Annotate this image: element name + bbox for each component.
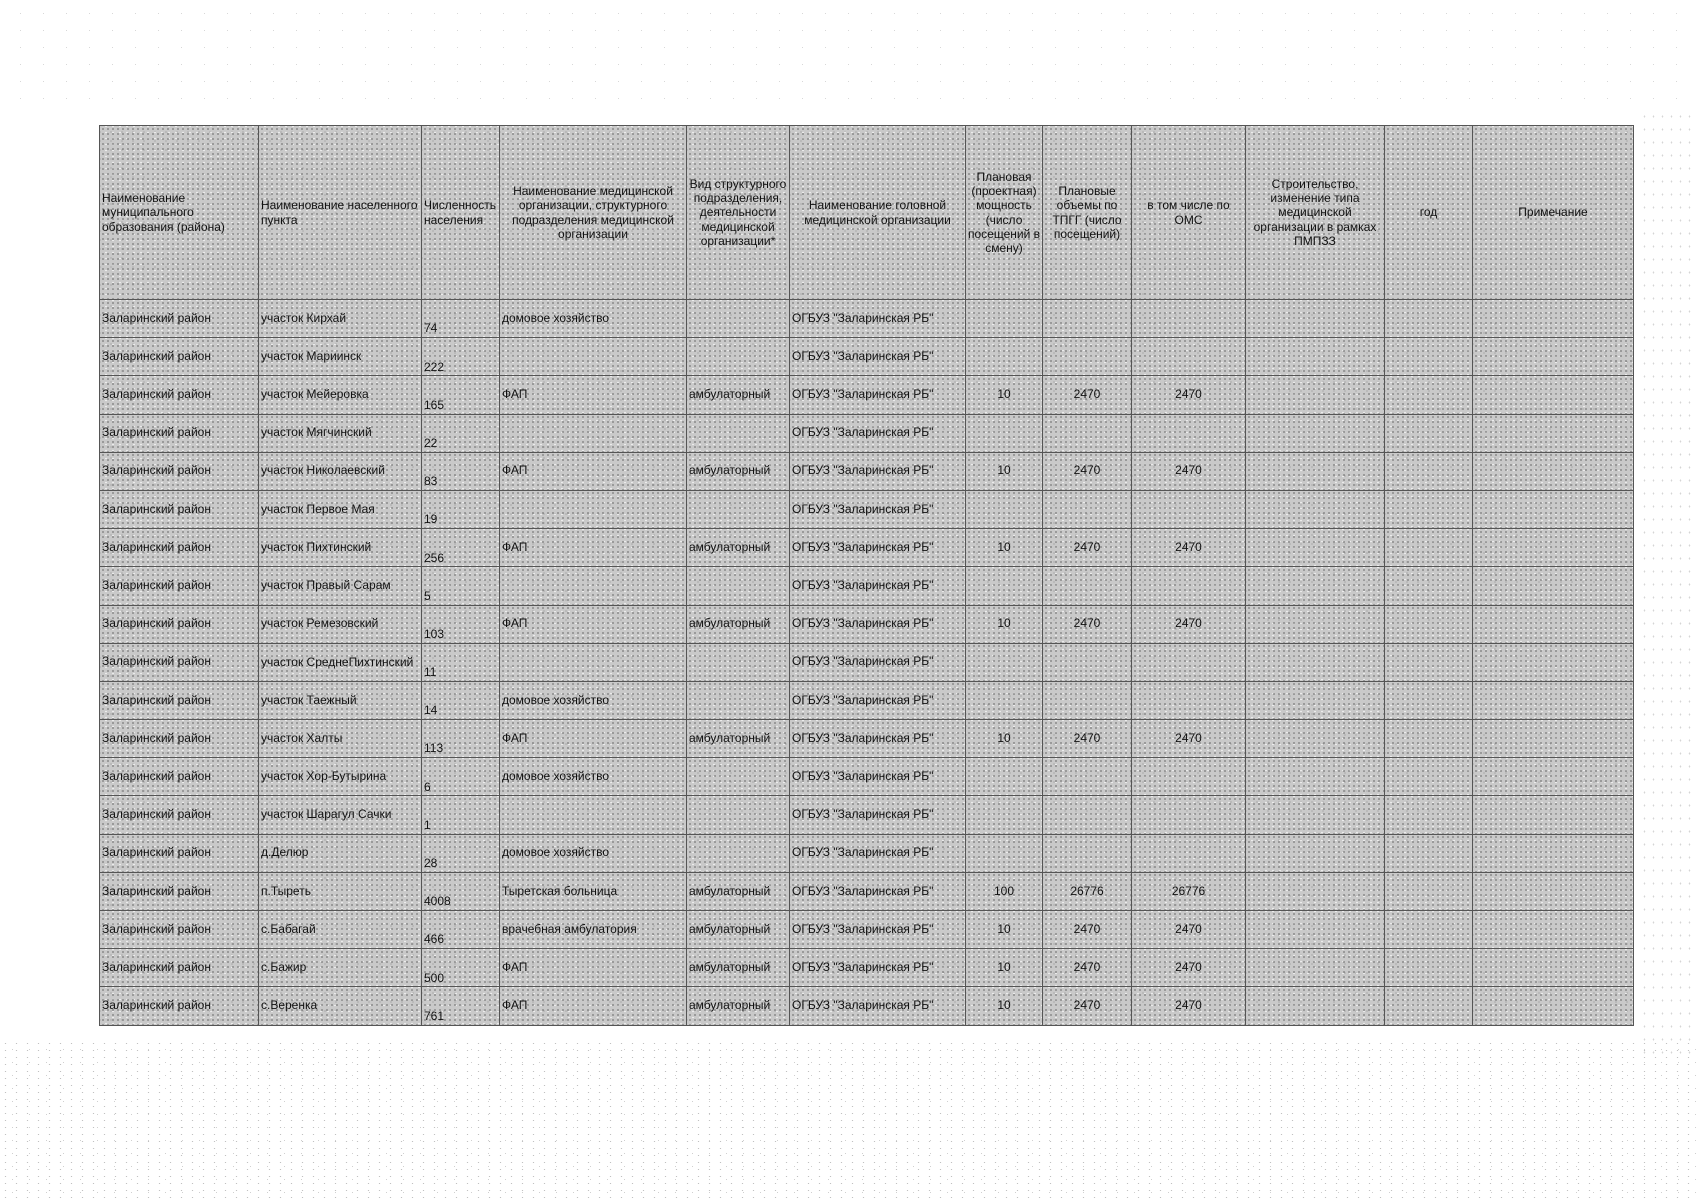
scan-noise-top	[0, 0, 1697, 110]
cell-district: Заларинский район	[100, 567, 259, 605]
cell-population: 74	[422, 300, 500, 338]
header-organization: Наименование медицинской организации, структурного подразделения медицинской организации	[500, 126, 687, 300]
cell-oms	[1132, 643, 1246, 681]
cell-oms: 2470	[1132, 452, 1246, 490]
cell-district: Заларинский район	[100, 834, 259, 872]
cell-population: 1	[422, 796, 500, 834]
cell-oms	[1132, 490, 1246, 528]
cell-construction	[1246, 338, 1385, 376]
cell-capacity	[966, 338, 1043, 376]
cell-unit-type	[687, 643, 790, 681]
cell-head-organization: ОГБУЗ "Заларинская РБ"	[790, 490, 966, 528]
cell-note	[1473, 872, 1634, 910]
header-unit-type: Вид структурного подразделения, деятельности медицинской организации*	[687, 126, 790, 300]
cell-capacity	[966, 567, 1043, 605]
cell-settlement: участок Халты	[259, 720, 422, 758]
table-row	[100, 949, 1634, 987]
cell-unit-type: амбулаторный	[687, 376, 790, 414]
cell-settlement: с.Бажир	[259, 949, 422, 987]
cell-head-organization: ОГБУЗ "Заларинская РБ"	[790, 872, 966, 910]
cell-construction	[1246, 796, 1385, 834]
cell-population: 6	[422, 758, 500, 796]
cell-planned-volumes	[1043, 758, 1132, 796]
cell-capacity: 10	[966, 949, 1043, 987]
cell-construction	[1246, 490, 1385, 528]
cell-oms: 2470	[1132, 949, 1246, 987]
cell-unit-type	[687, 414, 790, 452]
cell-construction	[1246, 643, 1385, 681]
cell-note	[1473, 338, 1634, 376]
cell-planned-volumes	[1043, 490, 1132, 528]
cell-construction	[1246, 758, 1385, 796]
cell-unit-type	[687, 338, 790, 376]
cell-note	[1473, 720, 1634, 758]
header-oms: в том числе по ОМС	[1132, 126, 1246, 300]
table-row	[100, 872, 1634, 910]
table-row	[100, 681, 1634, 719]
cell-capacity: 10	[966, 452, 1043, 490]
cell-capacity	[966, 681, 1043, 719]
cell-organization	[500, 796, 687, 834]
cell-year	[1385, 529, 1473, 567]
cell-construction	[1246, 681, 1385, 719]
cell-note	[1473, 452, 1634, 490]
table-row	[100, 605, 1634, 643]
cell-district: Заларинский район	[100, 872, 259, 910]
cell-population: 165	[422, 376, 500, 414]
cell-settlement: участок СреднеПихтинский	[259, 643, 422, 681]
cell-settlement: участок Таежный	[259, 681, 422, 719]
cell-note	[1473, 758, 1634, 796]
cell-planned-volumes: 2470	[1043, 949, 1132, 987]
cell-head-organization: ОГБУЗ "Заларинская РБ"	[790, 529, 966, 567]
facilities-table	[99, 125, 1634, 1026]
cell-settlement: д.Делюр	[259, 834, 422, 872]
cell-year	[1385, 605, 1473, 643]
cell-settlement: участок Правый Сарам	[259, 567, 422, 605]
cell-oms: 26776	[1132, 872, 1246, 910]
cell-head-organization: ОГБУЗ "Заларинская РБ"	[790, 338, 966, 376]
cell-population: 11	[422, 643, 500, 681]
cell-unit-type: амбулаторный	[687, 529, 790, 567]
cell-planned-volumes: 2470	[1043, 376, 1132, 414]
cell-year	[1385, 452, 1473, 490]
cell-district: Заларинский район	[100, 720, 259, 758]
cell-year	[1385, 300, 1473, 338]
cell-organization	[500, 567, 687, 605]
cell-head-organization: ОГБУЗ "Заларинская РБ"	[790, 834, 966, 872]
cell-planned-volumes	[1043, 796, 1132, 834]
scan-noise-bottom	[0, 1040, 1697, 1200]
header-year: год	[1385, 126, 1473, 300]
cell-unit-type: амбулаторный	[687, 720, 790, 758]
cell-planned-volumes: 2470	[1043, 529, 1132, 567]
cell-population: 83	[422, 452, 500, 490]
table-row	[100, 414, 1634, 452]
cell-year	[1385, 720, 1473, 758]
cell-capacity: 10	[966, 987, 1043, 1025]
cell-planned-volumes: 2470	[1043, 720, 1132, 758]
cell-settlement: участок Мягчинский	[259, 414, 422, 452]
table-row	[100, 643, 1634, 681]
cell-year	[1385, 796, 1473, 834]
cell-head-organization: ОГБУЗ "Заларинская РБ"	[790, 414, 966, 452]
header-planned-volumes: Плановые объемы по ТПГГ (число посещений)	[1043, 126, 1132, 300]
cell-capacity: 10	[966, 720, 1043, 758]
cell-head-organization: ОГБУЗ "Заларинская РБ"	[790, 949, 966, 987]
cell-oms	[1132, 300, 1246, 338]
cell-note	[1473, 490, 1634, 528]
cell-year	[1385, 376, 1473, 414]
cell-population: 103	[422, 605, 500, 643]
cell-organization: ФАП	[500, 529, 687, 567]
cell-organization	[500, 490, 687, 528]
cell-year	[1385, 949, 1473, 987]
cell-district: Заларинский район	[100, 949, 259, 987]
cell-settlement: участок Мейеровка	[259, 376, 422, 414]
header-note: Примечание	[1473, 126, 1634, 300]
cell-oms: 2470	[1132, 987, 1246, 1025]
cell-note	[1473, 681, 1634, 719]
cell-organization	[500, 643, 687, 681]
cell-oms	[1132, 414, 1246, 452]
header-district: Наименование муниципального образования (района)	[100, 126, 259, 300]
table-row	[100, 834, 1634, 872]
cell-settlement: участок Пихтинский	[259, 529, 422, 567]
cell-organization: домовое хозяйство	[500, 300, 687, 338]
cell-population: 14	[422, 681, 500, 719]
cell-note	[1473, 796, 1634, 834]
table-row	[100, 452, 1634, 490]
scan-noise-right	[1640, 110, 1697, 1060]
cell-planned-volumes: 2470	[1043, 452, 1132, 490]
cell-population: 256	[422, 529, 500, 567]
cell-oms	[1132, 796, 1246, 834]
table-row	[100, 758, 1634, 796]
header-population: Численность населения	[422, 126, 500, 300]
cell-planned-volumes: 2470	[1043, 987, 1132, 1025]
cell-construction	[1246, 529, 1385, 567]
cell-district: Заларинский район	[100, 643, 259, 681]
cell-planned-volumes: 2470	[1043, 605, 1132, 643]
cell-population: 761	[422, 987, 500, 1025]
table-row	[100, 529, 1634, 567]
cell-construction	[1246, 987, 1385, 1025]
cell-capacity	[966, 300, 1043, 338]
cell-organization: домовое хозяйство	[500, 681, 687, 719]
cell-settlement: участок Шарагул Сачки	[259, 796, 422, 834]
table-row	[100, 987, 1634, 1025]
cell-district: Заларинский район	[100, 605, 259, 643]
cell-year	[1385, 338, 1473, 376]
cell-planned-volumes	[1043, 681, 1132, 719]
cell-capacity: 10	[966, 911, 1043, 949]
cell-unit-type	[687, 567, 790, 605]
cell-head-organization: ОГБУЗ "Заларинская РБ"	[790, 720, 966, 758]
table-row	[100, 376, 1634, 414]
header-settlement: Наименование населенного пункта	[259, 126, 422, 300]
cell-organization: ФАП	[500, 452, 687, 490]
cell-year	[1385, 987, 1473, 1025]
cell-note	[1473, 911, 1634, 949]
cell-district: Заларинский район	[100, 490, 259, 528]
cell-note	[1473, 643, 1634, 681]
cell-population: 222	[422, 338, 500, 376]
cell-organization	[500, 414, 687, 452]
cell-unit-type: амбулаторный	[687, 911, 790, 949]
cell-head-organization: ОГБУЗ "Заларинская РБ"	[790, 796, 966, 834]
header-construction: Строительство, изменение типа медицинской организации в рамках ПМПЗЗ	[1246, 126, 1385, 300]
cell-unit-type: амбулаторный	[687, 949, 790, 987]
cell-district: Заларинский район	[100, 911, 259, 949]
cell-oms	[1132, 834, 1246, 872]
scanned-sheet	[99, 125, 1633, 1045]
cell-unit-type	[687, 796, 790, 834]
cell-note	[1473, 605, 1634, 643]
cell-district: Заларинский район	[100, 681, 259, 719]
cell-capacity: 10	[966, 376, 1043, 414]
cell-organization: ФАП	[500, 987, 687, 1025]
cell-organization	[500, 338, 687, 376]
cell-year	[1385, 414, 1473, 452]
cell-unit-type	[687, 490, 790, 528]
cell-oms: 2470	[1132, 720, 1246, 758]
cell-construction	[1246, 376, 1385, 414]
cell-population: 28	[422, 834, 500, 872]
cell-oms: 2470	[1132, 376, 1246, 414]
cell-head-organization: ОГБУЗ "Заларинская РБ"	[790, 681, 966, 719]
cell-year	[1385, 758, 1473, 796]
cell-construction	[1246, 605, 1385, 643]
cell-head-organization: ОГБУЗ "Заларинская РБ"	[790, 758, 966, 796]
cell-note	[1473, 529, 1634, 567]
cell-construction	[1246, 911, 1385, 949]
cell-settlement: участок Первое Мая	[259, 490, 422, 528]
cell-oms: 2470	[1132, 605, 1246, 643]
cell-planned-volumes	[1043, 567, 1132, 605]
cell-note	[1473, 987, 1634, 1025]
cell-organization: Тыретская больница	[500, 872, 687, 910]
cell-organization: ФАП	[500, 605, 687, 643]
cell-capacity	[966, 490, 1043, 528]
cell-organization: домовое хозяйство	[500, 758, 687, 796]
cell-unit-type	[687, 681, 790, 719]
cell-construction	[1246, 949, 1385, 987]
cell-capacity	[966, 758, 1043, 796]
cell-unit-type	[687, 300, 790, 338]
cell-population: 4008	[422, 872, 500, 910]
cell-oms	[1132, 681, 1246, 719]
cell-construction	[1246, 452, 1385, 490]
cell-oms	[1132, 338, 1246, 376]
cell-district: Заларинский район	[100, 987, 259, 1025]
table-row	[100, 567, 1634, 605]
cell-construction	[1246, 720, 1385, 758]
cell-planned-volumes	[1043, 643, 1132, 681]
cell-district: Заларинский район	[100, 529, 259, 567]
cell-organization: ФАП	[500, 949, 687, 987]
cell-district: Заларинский район	[100, 452, 259, 490]
cell-year	[1385, 490, 1473, 528]
cell-oms: 2470	[1132, 911, 1246, 949]
table-row	[100, 796, 1634, 834]
cell-population: 500	[422, 949, 500, 987]
cell-construction	[1246, 567, 1385, 605]
cell-head-organization: ОГБУЗ "Заларинская РБ"	[790, 376, 966, 414]
cell-settlement: участок Николаевский	[259, 452, 422, 490]
cell-year	[1385, 834, 1473, 872]
cell-capacity: 10	[966, 529, 1043, 567]
cell-district: Заларинский район	[100, 338, 259, 376]
cell-settlement: участок Ремезовский	[259, 605, 422, 643]
cell-district: Заларинский район	[100, 414, 259, 452]
header-capacity: Плановая (проектная) мощность (число посещений в смену)	[966, 126, 1043, 300]
cell-planned-volumes	[1043, 834, 1132, 872]
cell-unit-type	[687, 758, 790, 796]
cell-population: 22	[422, 414, 500, 452]
cell-settlement: участок Хор-Бутырина	[259, 758, 422, 796]
table-row	[100, 490, 1634, 528]
cell-capacity: 10	[966, 605, 1043, 643]
cell-organization: ФАП	[500, 720, 687, 758]
cell-district: Заларинский район	[100, 796, 259, 834]
cell-construction	[1246, 872, 1385, 910]
cell-head-organization: ОГБУЗ "Заларинская РБ"	[790, 300, 966, 338]
cell-oms: 2470	[1132, 529, 1246, 567]
cell-district: Заларинский район	[100, 758, 259, 796]
cell-capacity	[966, 414, 1043, 452]
cell-head-organization: ОГБУЗ "Заларинская РБ"	[790, 911, 966, 949]
cell-construction	[1246, 834, 1385, 872]
cell-year	[1385, 872, 1473, 910]
cell-unit-type	[687, 834, 790, 872]
cell-year	[1385, 567, 1473, 605]
cell-note	[1473, 834, 1634, 872]
cell-district: Заларинский район	[100, 300, 259, 338]
cell-note	[1473, 376, 1634, 414]
cell-settlement: с.Бабагай	[259, 911, 422, 949]
header-row	[100, 126, 1634, 300]
cell-construction	[1246, 300, 1385, 338]
table-row	[100, 300, 1634, 338]
table-row	[100, 338, 1634, 376]
cell-organization: домовое хозяйство	[500, 834, 687, 872]
cell-note	[1473, 414, 1634, 452]
cell-population: 113	[422, 720, 500, 758]
cell-settlement: с.Веренка	[259, 987, 422, 1025]
cell-head-organization: ОГБУЗ "Заларинская РБ"	[790, 987, 966, 1025]
cell-capacity: 100	[966, 872, 1043, 910]
cell-organization: врачебная амбулатория	[500, 911, 687, 949]
cell-year	[1385, 911, 1473, 949]
cell-head-organization: ОГБУЗ "Заларинская РБ"	[790, 643, 966, 681]
cell-district: Заларинский район	[100, 376, 259, 414]
cell-settlement: участок Кирхай	[259, 300, 422, 338]
cell-planned-volumes	[1043, 338, 1132, 376]
cell-capacity	[966, 834, 1043, 872]
cell-unit-type: амбулаторный	[687, 605, 790, 643]
cell-population: 466	[422, 911, 500, 949]
cell-capacity	[966, 796, 1043, 834]
cell-unit-type: амбулаторный	[687, 872, 790, 910]
cell-population: 19	[422, 490, 500, 528]
cell-planned-volumes: 2470	[1043, 911, 1132, 949]
cell-head-organization: ОГБУЗ "Заларинская РБ"	[790, 605, 966, 643]
cell-oms	[1132, 567, 1246, 605]
cell-settlement: участок Мариинск	[259, 338, 422, 376]
cell-settlement: п.Тыреть	[259, 872, 422, 910]
cell-planned-volumes	[1043, 414, 1132, 452]
table-row	[100, 911, 1634, 949]
cell-planned-volumes	[1043, 300, 1132, 338]
cell-year	[1385, 643, 1473, 681]
cell-unit-type: амбулаторный	[687, 987, 790, 1025]
cell-head-organization: ОГБУЗ "Заларинская РБ"	[790, 567, 966, 605]
cell-construction	[1246, 414, 1385, 452]
cell-year	[1385, 681, 1473, 719]
header-head-organization: Наименование головной медицинской организации	[790, 126, 966, 300]
cell-oms	[1132, 758, 1246, 796]
cell-note	[1473, 949, 1634, 987]
cell-note	[1473, 300, 1634, 338]
cell-unit-type: амбулаторный	[687, 452, 790, 490]
cell-head-organization: ОГБУЗ "Заларинская РБ"	[790, 452, 966, 490]
cell-capacity	[966, 643, 1043, 681]
table-row	[100, 720, 1634, 758]
cell-note	[1473, 567, 1634, 605]
cell-organization: ФАП	[500, 376, 687, 414]
cell-population: 5	[422, 567, 500, 605]
cell-planned-volumes: 26776	[1043, 872, 1132, 910]
